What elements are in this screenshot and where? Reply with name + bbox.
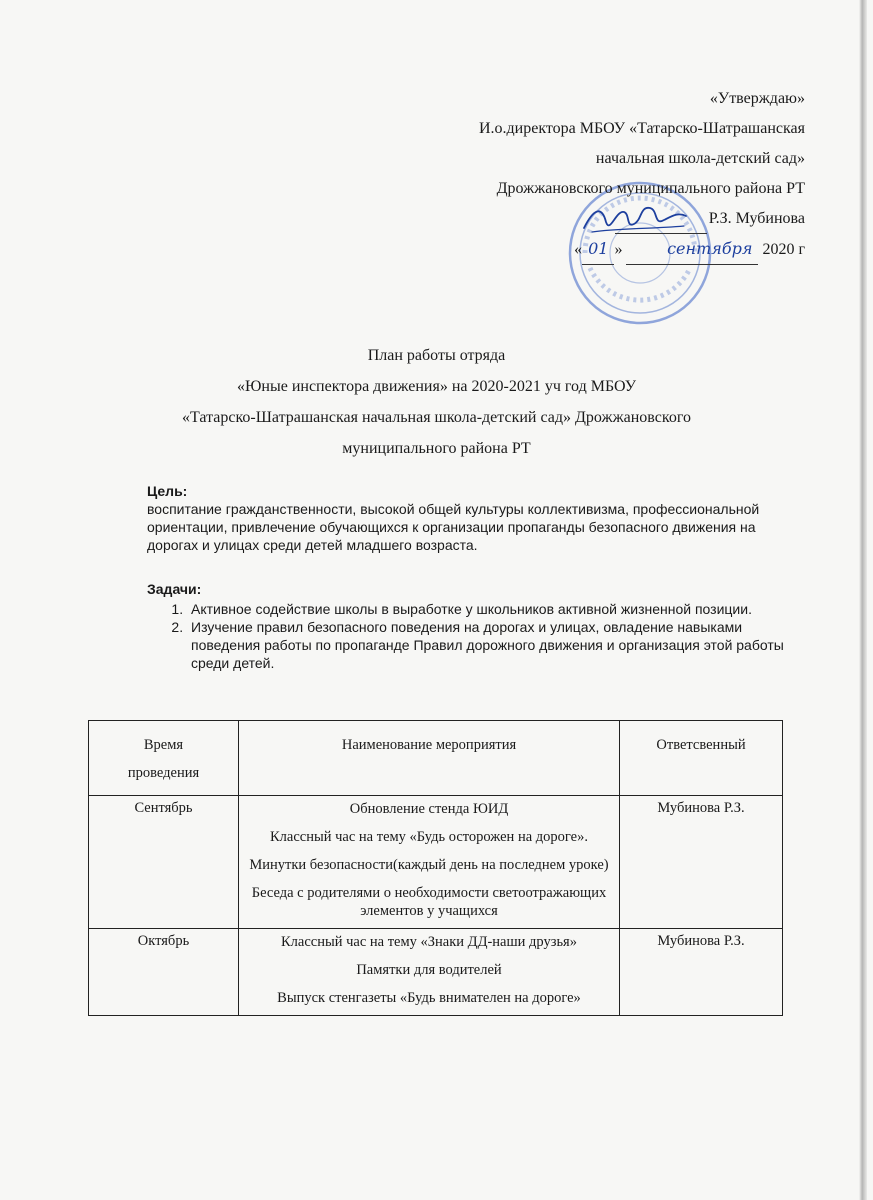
goal-text: воспитание гражданственности, высокой общей культуры коллективизма, профессиональной ориентации, привлечение обучающихся к организации пропаганды безопасного движения на дорогах и улицах среди детей младшего возраста. (147, 501, 760, 553)
cell-month: Сентябрь (89, 796, 239, 929)
event-item: Классный час на тему «Знаки ДД-наши друзья» (281, 934, 577, 950)
event-item: Выпуск стенгазеты «Будь внимателен на дороге» (277, 990, 581, 1006)
date-quote-close: » (614, 241, 623, 258)
cell-responsible: Мубинова Р.З. (620, 929, 783, 1016)
cell-responsible: Мубинова Р.З. (620, 796, 783, 929)
title-line-1: План работы отряда (367, 347, 506, 364)
cell-month: Октябрь (89, 929, 239, 1016)
event-item: Памятки для водителей (356, 962, 502, 978)
title-line-3: «Татарско-Шатрашанская начальная школа-детский сад» Дрожжановского (182, 409, 691, 426)
scan-edge-shadow (859, 0, 867, 1200)
header-time (89, 721, 239, 796)
header-responsible (620, 721, 783, 796)
approval-date (285, 234, 805, 265)
signature-blank (615, 215, 707, 234)
header-time-line-1: Время (143, 737, 184, 753)
title-line-4: муниципального района РТ (342, 440, 531, 457)
task-item: 2. Изучение правил безопасного поведения на дорогах и улицах, овладение навыками поведения работы по пропаганде Правил дорожного движения и организация этой работы среди детей. (187, 618, 807, 672)
approval-block (285, 84, 805, 265)
event-item: Обновление стенда ЮИД (349, 801, 509, 817)
header-event (239, 721, 620, 796)
approval-title: «Утверждаю» (709, 90, 805, 107)
title-line-2: «Юные инспектора движения» на 2020-2021 уч год МБОУ (236, 378, 637, 395)
event-item: Минутки безопасности(каждый день на последнем уроке) (249, 857, 609, 873)
table-row (89, 796, 783, 929)
event-item: Классный час на тему «Будь осторожен на дороге». (270, 829, 588, 845)
event-item: Беседа с родителями о необходимости светоотражающих элементов у учащихся (251, 885, 607, 919)
goal-label: Цель: (147, 483, 188, 499)
signer-name: Р.З. Мубинова (708, 210, 805, 227)
goal-section (147, 482, 807, 554)
approval-position: И.о.директора МБОУ «Татарско-Шатрашанская (478, 120, 805, 137)
header-responsible-label: Ответсвенный (656, 737, 746, 753)
approval-signature-line (285, 204, 805, 234)
plan-table (88, 720, 783, 1016)
tasks-label: Задачи: (147, 581, 202, 597)
table-row (89, 929, 783, 1016)
date-month: сентября (626, 234, 758, 265)
header-event-label: Наименование мероприятия (341, 737, 517, 753)
approval-district: Дрожжановского муниципального района РТ (496, 180, 805, 197)
document-title (0, 340, 873, 464)
header-time-line-2: проведения (127, 765, 200, 781)
date-year: 2020 г (762, 241, 805, 258)
tasks-list (147, 600, 807, 672)
date-quote-open: « (574, 241, 583, 258)
tasks-section (147, 580, 807, 672)
cell-events (239, 929, 620, 1016)
task-item: 1. Активное содействие школы в выработке у школьников активной жизненной позиции. (187, 600, 807, 618)
date-day: 01 (582, 234, 614, 265)
table-header-row (89, 721, 783, 796)
approval-school: начальная школа-детский сад» (595, 150, 805, 167)
cell-events (239, 796, 620, 929)
